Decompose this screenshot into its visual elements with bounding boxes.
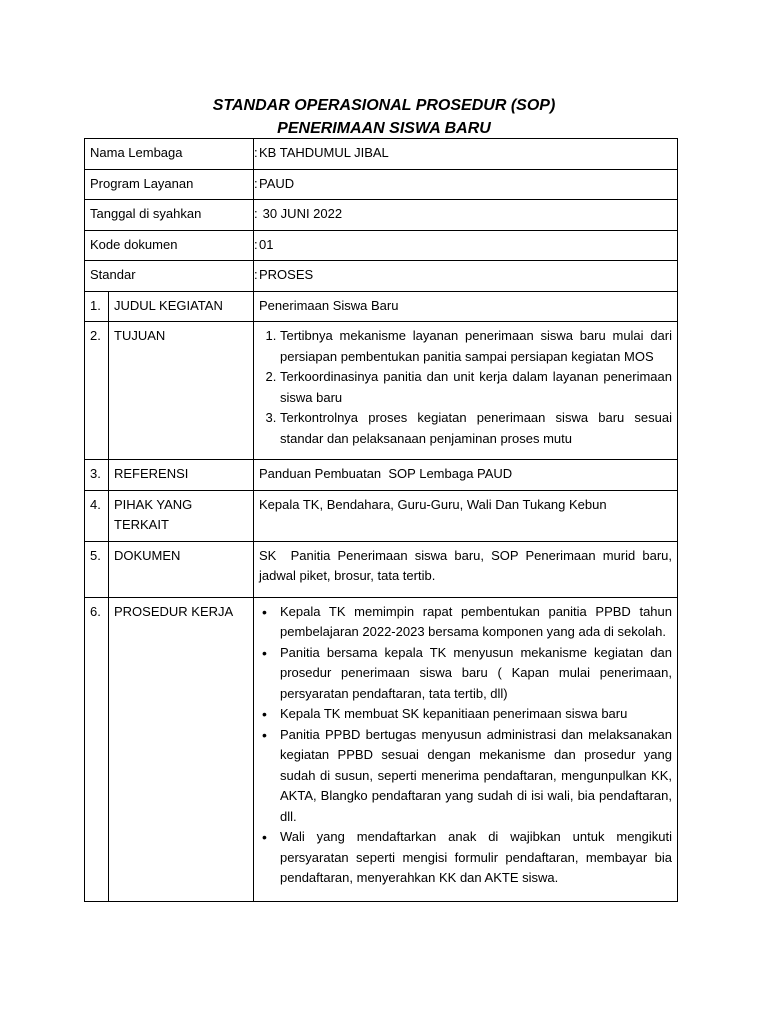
document-subtitle: PENERIMAAN SISWA BARU <box>277 120 491 137</box>
list-item: • Kepala TK membuat SK kepanitiaan penerimaan siswa baru <box>280 704 672 725</box>
header-label: Tanggal di syahkan <box>85 200 254 231</box>
item-row <box>85 490 678 541</box>
header-value: PROSES <box>254 261 678 292</box>
header-value: KB TAHDUMUL JIBAL <box>254 139 678 170</box>
item-value <box>254 597 678 901</box>
item-row <box>85 322 678 460</box>
list-item: • Panitia PPBD bertugas menyusun administrasi dan melaksanakan kegiatan PPBD sesuai dengan mekanisme dan prosedur yang sudah di susun, seperti menerima pendaftaran, mengunpulkan KK, AKTA, Blangko pendaftaran yang sudah di isi wali, bia pendaftaran, dll. <box>280 725 672 828</box>
item-label: TUJUAN <box>109 322 254 460</box>
sop-table <box>84 138 678 902</box>
document-title: STANDAR OPERASIONAL PROSEDUR (SOP) <box>212 97 556 114</box>
header-label: Nama Lembaga <box>85 139 254 170</box>
item-label: DOKUMEN <box>109 541 254 597</box>
header-row: Kode dokumen : 01 <box>85 230 678 261</box>
item-label: REFERENSI <box>109 460 254 491</box>
objectives-list <box>259 326 672 449</box>
list-item: • Panitia bersama kepala TK menyusun mekanisme kegiatan dan prosedur penerimaan siswa baru ( Kapan mulai penerimaan, persyaratan pendaftaran, tata tertib, dll) <box>280 643 672 705</box>
item-row <box>85 460 678 491</box>
procedure-list <box>259 602 672 889</box>
header-label: Standar <box>85 261 254 292</box>
list-item: • Wali yang mendaftarkan anak di wajibkan untuk mengikuti persyaratan seperti mengisi formulir pendaftaran, membayar bia pendaftaran, menyerahkan KK dan AKTE siswa. <box>280 827 672 889</box>
header-value: 01 <box>254 230 678 261</box>
item-row <box>85 291 678 322</box>
item-number: 2. <box>85 322 109 460</box>
item-label: PROSEDUR KERJA <box>109 597 254 901</box>
item-number: 6. <box>85 597 109 901</box>
header-label: Kode dokumen <box>85 230 254 261</box>
item-value: Kepala TK, Bendahara, Guru-Guru, Wali Dan Tukang Kebun <box>254 490 678 541</box>
header-row: Nama Lembaga : KB TAHDUMUL JIBAL <box>85 139 678 170</box>
list-item: • Kepala TK memimpin rapat pembentukan panitia PPBD tahun pembelajaran 2022-2023 bersama komponen yang ada di sekolah. <box>280 602 672 643</box>
header-value: PAUD <box>254 169 678 200</box>
header-row: Standar : PROSES <box>85 261 678 292</box>
item-label: JUDUL KEGIATAN <box>109 291 254 322</box>
header-row: Tanggal di syahkan : 30 JUNI 2022 <box>85 200 678 231</box>
item-value: Penerimaan Siswa Baru <box>254 291 678 322</box>
item-number: 4. <box>85 490 109 541</box>
item-number: 5. <box>85 541 109 597</box>
item-number: 3. <box>85 460 109 491</box>
header-row: Program Layanan : PAUD <box>85 169 678 200</box>
item-value: Panduan Pembuatan SOP Lembaga PAUD <box>254 460 678 491</box>
item-value <box>254 322 678 460</box>
item-row <box>85 541 678 597</box>
item-label: PIHAK YANG TERKAIT <box>109 490 254 541</box>
item-value: SK Panitia Penerimaan siswa baru, SOP Penerimaan murid baru, jadwal piket, brosur, tata tertib. <box>254 541 678 597</box>
list-item: 3. Terkontrolnya proses kegiatan penerimaan siswa baru sesuai standar dan pelaksanaan penjaminan proses mutu <box>280 408 672 449</box>
list-item: 2. Terkoordinasinya panitia dan unit kerja dalam layanan penerimaan siswa baru <box>280 367 672 408</box>
list-item: 1. Tertibnya mekanisme layanan penerimaan siswa baru mulai dari persiapan pembentukan panitia sampai persiapan kegiatan MOS <box>280 326 672 367</box>
item-row <box>85 597 678 901</box>
item-number: 1. <box>85 291 109 322</box>
header-value: 30 JUNI 2022 <box>254 200 678 231</box>
header-label: Program Layanan <box>85 169 254 200</box>
